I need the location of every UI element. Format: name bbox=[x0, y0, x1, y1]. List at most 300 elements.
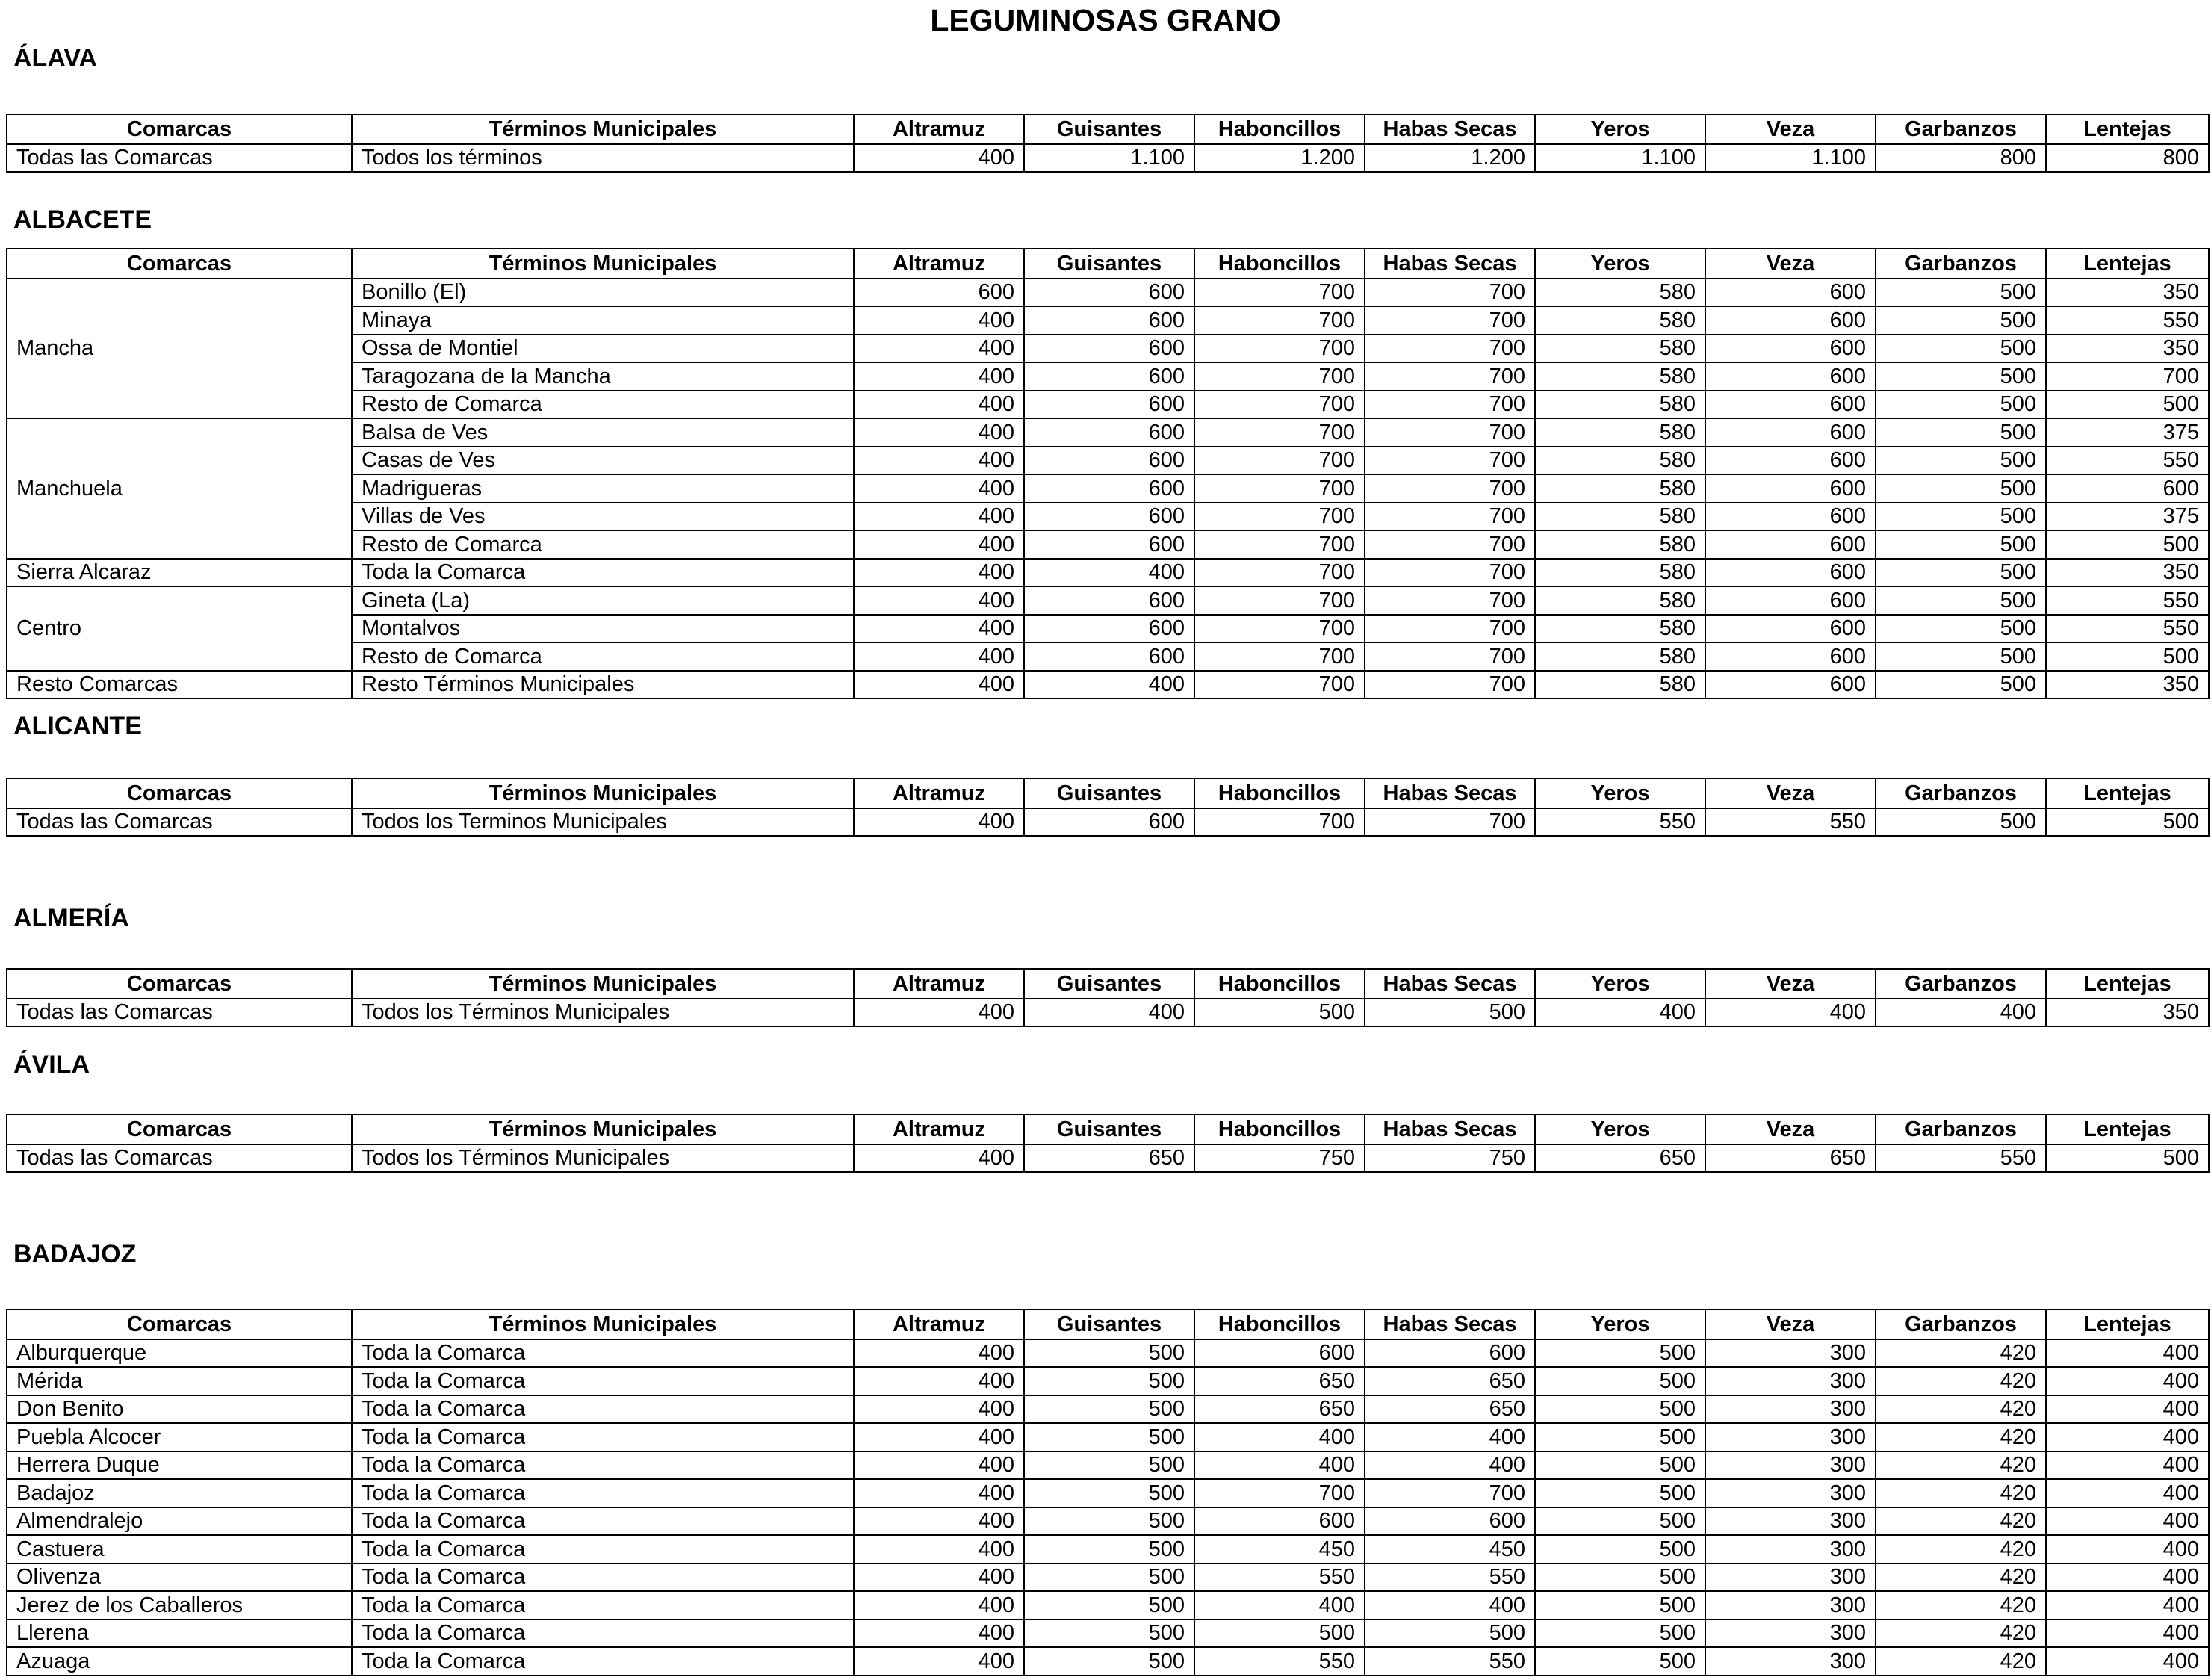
value-cell-habas-secas: 700 bbox=[1365, 447, 1535, 475]
termino-cell: Toda la Comarca bbox=[352, 1647, 854, 1676]
column-header-yeros: Yeros bbox=[1535, 778, 1705, 808]
column-header-altramuz: Altramuz bbox=[854, 1309, 1024, 1339]
column-header-veza: Veza bbox=[1705, 114, 1876, 144]
termino-cell: Toda la Comarca bbox=[352, 1563, 854, 1592]
value-cell-altramuz: 600 bbox=[854, 279, 1024, 307]
value-cell-yeros: 580 bbox=[1535, 586, 1705, 615]
value-cell-habas-secas: 550 bbox=[1365, 1647, 1535, 1676]
value-cell-haboncillos: 700 bbox=[1194, 391, 1365, 419]
table-albacete bbox=[6, 248, 2210, 699]
column-header-haboncillos: Haboncillos bbox=[1194, 249, 1365, 279]
value-cell-habas-secas: 550 bbox=[1365, 1563, 1535, 1592]
value-cell-altramuz: 400 bbox=[854, 1144, 1024, 1173]
termino-cell: Toda la Comarca bbox=[352, 1339, 854, 1368]
column-header-veza: Veza bbox=[1705, 1115, 1876, 1144]
column-header-haboncillos: Haboncillos bbox=[1194, 1115, 1365, 1144]
comarca-cell: Azuaga bbox=[7, 1647, 352, 1676]
province-heading-alicante: ALICANTE bbox=[13, 712, 142, 740]
value-cell-garbanzos: 500 bbox=[1876, 306, 2046, 335]
value-cell-lentejas: 400 bbox=[2046, 1647, 2209, 1676]
value-cell-guisantes: 500 bbox=[1024, 1339, 1194, 1368]
value-cell-garbanzos: 500 bbox=[1876, 671, 2046, 699]
value-cell-habas-secas: 650 bbox=[1365, 1367, 1535, 1395]
termino-cell: Todos los Terminos Municipales bbox=[352, 808, 854, 837]
termino-cell: Toda la Comarca bbox=[352, 559, 854, 587]
value-cell-lentejas: 500 bbox=[2046, 808, 2209, 837]
termino-cell: Resto Términos Municipales bbox=[352, 671, 854, 699]
value-cell-altramuz: 400 bbox=[854, 530, 1024, 559]
column-header-altramuz: Altramuz bbox=[854, 114, 1024, 144]
column-header-lentejas: Lentejas bbox=[2046, 778, 2209, 808]
column-header-yeros: Yeros bbox=[1535, 249, 1705, 279]
termino-cell: Resto de Comarca bbox=[352, 391, 854, 419]
value-cell-veza: 600 bbox=[1705, 279, 1876, 307]
value-cell-guisantes: 600 bbox=[1024, 279, 1194, 307]
termino-cell: Ossa de Montiel bbox=[352, 335, 854, 363]
table-badajoz bbox=[6, 1309, 2210, 1676]
comarca-cell: Mérida bbox=[7, 1367, 352, 1395]
value-cell-habas-secas: 400 bbox=[1365, 1591, 1535, 1619]
value-cell-veza: 300 bbox=[1705, 1423, 1876, 1451]
value-cell-haboncillos: 650 bbox=[1194, 1367, 1365, 1395]
value-cell-garbanzos: 420 bbox=[1876, 1507, 2046, 1536]
value-cell-lentejas: 500 bbox=[2046, 1144, 2209, 1173]
value-cell-veza: 600 bbox=[1705, 530, 1876, 559]
table-row bbox=[7, 1647, 2209, 1676]
value-cell-yeros: 580 bbox=[1535, 530, 1705, 559]
column-header-veza: Veza bbox=[1705, 1309, 1876, 1339]
value-cell-garbanzos: 500 bbox=[1876, 642, 2046, 671]
value-cell-garbanzos: 420 bbox=[1876, 1563, 2046, 1592]
value-cell-veza: 300 bbox=[1705, 1619, 1876, 1648]
column-header-haboncillos: Haboncillos bbox=[1194, 969, 1365, 999]
column-header-habas-secas: Habas Secas bbox=[1365, 1115, 1535, 1144]
value-cell-haboncillos: 400 bbox=[1194, 1423, 1365, 1451]
value-cell-garbanzos: 500 bbox=[1876, 559, 2046, 587]
table-row bbox=[7, 1395, 2209, 1424]
value-cell-haboncillos: 700 bbox=[1194, 335, 1365, 363]
value-cell-haboncillos: 700 bbox=[1194, 559, 1365, 587]
value-cell-yeros: 500 bbox=[1535, 1647, 1705, 1676]
value-cell-guisantes: 600 bbox=[1024, 642, 1194, 671]
value-cell-veza: 600 bbox=[1705, 503, 1876, 531]
table-row bbox=[7, 1423, 2209, 1451]
table-row bbox=[7, 1591, 2209, 1619]
value-cell-lentejas: 400 bbox=[2046, 1591, 2209, 1619]
column-header-altramuz: Altramuz bbox=[854, 1115, 1024, 1144]
value-cell-habas-secas: 700 bbox=[1365, 306, 1535, 335]
value-cell-garbanzos: 500 bbox=[1876, 503, 2046, 531]
comarca-cell: Todas las Comarcas bbox=[7, 808, 352, 837]
value-cell-habas-secas: 500 bbox=[1365, 999, 1535, 1027]
column-header-guisantes: Guisantes bbox=[1024, 114, 1194, 144]
comarca-cell: Castuera bbox=[7, 1535, 352, 1563]
value-cell-veza: 600 bbox=[1705, 671, 1876, 699]
value-cell-garbanzos: 420 bbox=[1876, 1339, 2046, 1368]
value-cell-habas-secas: 400 bbox=[1365, 1451, 1535, 1480]
termino-cell: Balsa de Ves bbox=[352, 418, 854, 447]
table-row bbox=[7, 999, 2209, 1027]
value-cell-lentejas: 550 bbox=[2046, 615, 2209, 643]
value-cell-habas-secas: 700 bbox=[1365, 474, 1535, 503]
value-cell-guisantes: 600 bbox=[1024, 362, 1194, 391]
value-cell-yeros: 580 bbox=[1535, 391, 1705, 419]
value-cell-garbanzos: 500 bbox=[1876, 335, 2046, 363]
comarca-cell: Puebla Alcocer bbox=[7, 1423, 352, 1451]
value-cell-lentejas: 350 bbox=[2046, 671, 2209, 699]
province-heading-badajoz: BADAJOZ bbox=[13, 1240, 137, 1268]
value-cell-yeros: 650 bbox=[1535, 1144, 1705, 1173]
value-cell-haboncillos: 550 bbox=[1194, 1647, 1365, 1676]
value-cell-garbanzos: 500 bbox=[1876, 279, 2046, 307]
value-cell-altramuz: 400 bbox=[854, 1479, 1024, 1507]
value-cell-altramuz: 400 bbox=[854, 586, 1024, 615]
value-cell-habas-secas: 1.200 bbox=[1365, 144, 1535, 173]
comarca-cell: Llerena bbox=[7, 1619, 352, 1648]
value-cell-haboncillos: 550 bbox=[1194, 1563, 1365, 1592]
value-cell-habas-secas: 700 bbox=[1365, 335, 1535, 363]
value-cell-habas-secas: 450 bbox=[1365, 1535, 1535, 1563]
value-cell-yeros: 580 bbox=[1535, 447, 1705, 475]
value-cell-garbanzos: 420 bbox=[1876, 1591, 2046, 1619]
comarca-cell: Alburquerque bbox=[7, 1339, 352, 1368]
value-cell-altramuz: 400 bbox=[854, 1367, 1024, 1395]
value-cell-lentejas: 400 bbox=[2046, 1451, 2209, 1480]
value-cell-veza: 600 bbox=[1705, 418, 1876, 447]
termino-cell: Resto de Comarca bbox=[352, 530, 854, 559]
column-header-terminos-municipales: Términos Municipales bbox=[352, 778, 854, 808]
value-cell-garbanzos: 420 bbox=[1876, 1479, 2046, 1507]
value-cell-lentejas: 350 bbox=[2046, 999, 2209, 1027]
column-header-terminos-municipales: Términos Municipales bbox=[352, 1309, 854, 1339]
column-header-veza: Veza bbox=[1705, 778, 1876, 808]
value-cell-lentejas: 550 bbox=[2046, 586, 2209, 615]
province-heading-almeria: ALMERÍA bbox=[13, 904, 129, 932]
value-cell-yeros: 500 bbox=[1535, 1423, 1705, 1451]
value-cell-guisantes: 600 bbox=[1024, 418, 1194, 447]
value-cell-yeros: 580 bbox=[1535, 362, 1705, 391]
table-row bbox=[7, 1451, 2209, 1480]
value-cell-haboncillos: 700 bbox=[1194, 530, 1365, 559]
table-row bbox=[7, 1535, 2209, 1563]
value-cell-altramuz: 400 bbox=[854, 1451, 1024, 1480]
table-row bbox=[7, 1144, 2209, 1173]
comarca-cell: Todas las Comarcas bbox=[7, 1144, 352, 1173]
column-header-lentejas: Lentejas bbox=[2046, 114, 2209, 144]
column-header-guisantes: Guisantes bbox=[1024, 1309, 1194, 1339]
value-cell-garbanzos: 500 bbox=[1876, 362, 2046, 391]
value-cell-garbanzos: 420 bbox=[1876, 1451, 2046, 1480]
value-cell-habas-secas: 700 bbox=[1365, 418, 1535, 447]
value-cell-guisantes: 600 bbox=[1024, 335, 1194, 363]
value-cell-guisantes: 500 bbox=[1024, 1619, 1194, 1648]
column-header-altramuz: Altramuz bbox=[854, 969, 1024, 999]
value-cell-veza: 600 bbox=[1705, 559, 1876, 587]
value-cell-haboncillos: 1.200 bbox=[1194, 144, 1365, 173]
value-cell-haboncillos: 700 bbox=[1194, 362, 1365, 391]
table-row bbox=[7, 559, 2209, 587]
value-cell-yeros: 580 bbox=[1535, 474, 1705, 503]
column-header-yeros: Yeros bbox=[1535, 1309, 1705, 1339]
value-cell-habas-secas: 700 bbox=[1365, 530, 1535, 559]
value-cell-guisantes: 600 bbox=[1024, 306, 1194, 335]
value-cell-altramuz: 400 bbox=[854, 559, 1024, 587]
column-header-terminos-municipales: Términos Municipales bbox=[352, 249, 854, 279]
value-cell-habas-secas: 700 bbox=[1365, 362, 1535, 391]
value-cell-habas-secas: 700 bbox=[1365, 503, 1535, 531]
value-cell-guisantes: 400 bbox=[1024, 671, 1194, 699]
value-cell-yeros: 500 bbox=[1535, 1367, 1705, 1395]
comarca-cell: Almendralejo bbox=[7, 1507, 352, 1536]
value-cell-lentejas: 375 bbox=[2046, 418, 2209, 447]
table-alava bbox=[6, 114, 2210, 173]
value-cell-lentejas: 400 bbox=[2046, 1479, 2209, 1507]
value-cell-haboncillos: 700 bbox=[1194, 279, 1365, 307]
value-cell-haboncillos: 650 bbox=[1194, 1395, 1365, 1424]
value-cell-haboncillos: 700 bbox=[1194, 642, 1365, 671]
value-cell-lentejas: 400 bbox=[2046, 1563, 2209, 1592]
value-cell-altramuz: 400 bbox=[854, 671, 1024, 699]
value-cell-altramuz: 400 bbox=[854, 642, 1024, 671]
value-cell-guisantes: 500 bbox=[1024, 1647, 1194, 1676]
column-header-guisantes: Guisantes bbox=[1024, 249, 1194, 279]
value-cell-guisantes: 500 bbox=[1024, 1423, 1194, 1451]
value-cell-yeros: 1.100 bbox=[1535, 144, 1705, 173]
value-cell-veza: 300 bbox=[1705, 1451, 1876, 1480]
value-cell-altramuz: 400 bbox=[854, 1563, 1024, 1592]
value-cell-veza: 550 bbox=[1705, 808, 1876, 837]
termino-cell: Madrigueras bbox=[352, 474, 854, 503]
termino-cell: Gineta (La) bbox=[352, 586, 854, 615]
value-cell-lentejas: 400 bbox=[2046, 1423, 2209, 1451]
value-cell-haboncillos: 750 bbox=[1194, 1144, 1365, 1173]
value-cell-garbanzos: 500 bbox=[1876, 418, 2046, 447]
value-cell-garbanzos: 500 bbox=[1876, 391, 2046, 419]
value-cell-garbanzos: 420 bbox=[1876, 1423, 2046, 1451]
header-row bbox=[7, 778, 2209, 808]
value-cell-veza: 600 bbox=[1705, 474, 1876, 503]
value-cell-yeros: 580 bbox=[1535, 642, 1705, 671]
value-cell-guisantes: 600 bbox=[1024, 586, 1194, 615]
column-header-comarcas: Comarcas bbox=[7, 1115, 352, 1144]
value-cell-garbanzos: 420 bbox=[1876, 1619, 2046, 1648]
value-cell-yeros: 500 bbox=[1535, 1563, 1705, 1592]
comarca-cell: Herrera Duque bbox=[7, 1451, 352, 1480]
value-cell-guisantes: 500 bbox=[1024, 1451, 1194, 1480]
value-cell-altramuz: 400 bbox=[854, 418, 1024, 447]
termino-cell: Villas de Ves bbox=[352, 503, 854, 531]
value-cell-haboncillos: 500 bbox=[1194, 1619, 1365, 1648]
value-cell-altramuz: 400 bbox=[854, 1591, 1024, 1619]
comarca-cell: Don Benito bbox=[7, 1395, 352, 1424]
value-cell-yeros: 500 bbox=[1535, 1619, 1705, 1648]
header-row bbox=[7, 1115, 2209, 1144]
termino-cell: Bonillo (El) bbox=[352, 279, 854, 307]
comarca-cell: Centro bbox=[7, 586, 352, 671]
value-cell-garbanzos: 500 bbox=[1876, 808, 2046, 837]
value-cell-garbanzos: 500 bbox=[1876, 530, 2046, 559]
column-header-guisantes: Guisantes bbox=[1024, 778, 1194, 808]
table-row bbox=[7, 808, 2209, 837]
value-cell-lentejas: 375 bbox=[2046, 503, 2209, 531]
value-cell-yeros: 580 bbox=[1535, 335, 1705, 363]
value-cell-lentejas: 400 bbox=[2046, 1367, 2209, 1395]
termino-cell: Todos los Términos Municipales bbox=[352, 999, 854, 1027]
value-cell-veza: 650 bbox=[1705, 1144, 1876, 1173]
value-cell-veza: 600 bbox=[1705, 362, 1876, 391]
termino-cell: Toda la Comarca bbox=[352, 1367, 854, 1395]
value-cell-garbanzos: 500 bbox=[1876, 447, 2046, 475]
termino-cell: Toda la Comarca bbox=[352, 1423, 854, 1451]
value-cell-lentejas: 350 bbox=[2046, 335, 2209, 363]
comarca-cell: Sierra Alcaraz bbox=[7, 559, 352, 587]
column-header-haboncillos: Haboncillos bbox=[1194, 114, 1365, 144]
column-header-comarcas: Comarcas bbox=[7, 1309, 352, 1339]
column-header-guisantes: Guisantes bbox=[1024, 969, 1194, 999]
comarca-cell: Todas las Comarcas bbox=[7, 144, 352, 173]
termino-cell: Toda la Comarca bbox=[352, 1479, 854, 1507]
value-cell-garbanzos: 420 bbox=[1876, 1647, 2046, 1676]
value-cell-garbanzos: 500 bbox=[1876, 615, 2046, 643]
value-cell-altramuz: 400 bbox=[854, 503, 1024, 531]
termino-cell: Toda la Comarca bbox=[352, 1535, 854, 1563]
value-cell-lentejas: 400 bbox=[2046, 1535, 2209, 1563]
column-header-veza: Veza bbox=[1705, 969, 1876, 999]
column-header-garbanzos: Garbanzos bbox=[1876, 114, 2046, 144]
value-cell-yeros: 500 bbox=[1535, 1535, 1705, 1563]
value-cell-guisantes: 1.100 bbox=[1024, 144, 1194, 173]
province-heading-alava: ÁLAVA bbox=[13, 44, 98, 72]
value-cell-veza: 600 bbox=[1705, 615, 1876, 643]
value-cell-habas-secas: 700 bbox=[1365, 671, 1535, 699]
value-cell-altramuz: 400 bbox=[854, 362, 1024, 391]
province-heading-avila: ÁVILA bbox=[13, 1050, 90, 1079]
value-cell-altramuz: 400 bbox=[854, 808, 1024, 837]
termino-cell: Toda la Comarca bbox=[352, 1395, 854, 1424]
value-cell-haboncillos: 450 bbox=[1194, 1535, 1365, 1563]
termino-cell: Todos los Términos Municipales bbox=[352, 1144, 854, 1173]
value-cell-haboncillos: 600 bbox=[1194, 1507, 1365, 1536]
value-cell-habas-secas: 700 bbox=[1365, 391, 1535, 419]
column-header-haboncillos: Haboncillos bbox=[1194, 1309, 1365, 1339]
value-cell-haboncillos: 700 bbox=[1194, 586, 1365, 615]
value-cell-guisantes: 500 bbox=[1024, 1507, 1194, 1536]
value-cell-veza: 300 bbox=[1705, 1367, 1876, 1395]
value-cell-altramuz: 400 bbox=[854, 474, 1024, 503]
value-cell-yeros: 580 bbox=[1535, 306, 1705, 335]
termino-cell: Taragozana de la Mancha bbox=[352, 362, 854, 391]
province-heading-albacete: ALBACETE bbox=[13, 205, 152, 234]
comarca-cell: Olivenza bbox=[7, 1563, 352, 1592]
column-header-habas-secas: Habas Secas bbox=[1365, 114, 1535, 144]
table-row bbox=[7, 1367, 2209, 1395]
header-row bbox=[7, 249, 2209, 279]
value-cell-lentejas: 400 bbox=[2046, 1339, 2209, 1368]
value-cell-yeros: 580 bbox=[1535, 615, 1705, 643]
value-cell-veza: 1.100 bbox=[1705, 144, 1876, 173]
value-cell-haboncillos: 400 bbox=[1194, 1451, 1365, 1480]
value-cell-habas-secas: 700 bbox=[1365, 642, 1535, 671]
column-header-garbanzos: Garbanzos bbox=[1876, 1115, 2046, 1144]
value-cell-guisantes: 650 bbox=[1024, 1144, 1194, 1173]
column-header-garbanzos: Garbanzos bbox=[1876, 778, 2046, 808]
termino-cell: Montalvos bbox=[352, 615, 854, 643]
table-row bbox=[7, 1507, 2209, 1536]
value-cell-guisantes: 500 bbox=[1024, 1479, 1194, 1507]
value-cell-veza: 600 bbox=[1705, 586, 1876, 615]
column-header-yeros: Yeros bbox=[1535, 114, 1705, 144]
termino-cell: Resto de Comarca bbox=[352, 642, 854, 671]
value-cell-haboncillos: 600 bbox=[1194, 1339, 1365, 1368]
value-cell-guisantes: 500 bbox=[1024, 1395, 1194, 1424]
value-cell-lentejas: 350 bbox=[2046, 279, 2209, 307]
value-cell-lentejas: 400 bbox=[2046, 1619, 2209, 1648]
value-cell-lentejas: 800 bbox=[2046, 144, 2209, 173]
value-cell-habas-secas: 600 bbox=[1365, 1339, 1535, 1368]
value-cell-lentejas: 550 bbox=[2046, 447, 2209, 475]
value-cell-guisantes: 600 bbox=[1024, 391, 1194, 419]
column-header-garbanzos: Garbanzos bbox=[1876, 249, 2046, 279]
column-header-lentejas: Lentejas bbox=[2046, 1309, 2209, 1339]
column-header-haboncillos: Haboncillos bbox=[1194, 778, 1365, 808]
value-cell-lentejas: 500 bbox=[2046, 530, 2209, 559]
value-cell-yeros: 500 bbox=[1535, 1507, 1705, 1536]
value-cell-altramuz: 400 bbox=[854, 1535, 1024, 1563]
value-cell-guisantes: 600 bbox=[1024, 808, 1194, 837]
column-header-comarcas: Comarcas bbox=[7, 969, 352, 999]
termino-cell: Toda la Comarca bbox=[352, 1591, 854, 1619]
comarca-cell: Manchuela bbox=[7, 418, 352, 559]
value-cell-haboncillos: 700 bbox=[1194, 418, 1365, 447]
value-cell-garbanzos: 420 bbox=[1876, 1535, 2046, 1563]
value-cell-haboncillos: 700 bbox=[1194, 1479, 1365, 1507]
value-cell-yeros: 500 bbox=[1535, 1479, 1705, 1507]
value-cell-haboncillos: 700 bbox=[1194, 808, 1365, 837]
table-row bbox=[7, 418, 2209, 447]
value-cell-habas-secas: 650 bbox=[1365, 1395, 1535, 1424]
value-cell-lentejas: 400 bbox=[2046, 1395, 2209, 1424]
value-cell-yeros: 500 bbox=[1535, 1451, 1705, 1480]
column-header-garbanzos: Garbanzos bbox=[1876, 1309, 2046, 1339]
value-cell-haboncillos: 700 bbox=[1194, 503, 1365, 531]
value-cell-veza: 300 bbox=[1705, 1647, 1876, 1676]
value-cell-haboncillos: 400 bbox=[1194, 1591, 1365, 1619]
value-cell-yeros: 550 bbox=[1535, 808, 1705, 837]
value-cell-altramuz: 400 bbox=[854, 1395, 1024, 1424]
column-header-lentejas: Lentejas bbox=[2046, 249, 2209, 279]
value-cell-garbanzos: 800 bbox=[1876, 144, 2046, 173]
value-cell-lentejas: 500 bbox=[2046, 391, 2209, 419]
column-header-altramuz: Altramuz bbox=[854, 778, 1024, 808]
value-cell-yeros: 580 bbox=[1535, 671, 1705, 699]
value-cell-veza: 300 bbox=[1705, 1507, 1876, 1536]
value-cell-veza: 400 bbox=[1705, 999, 1876, 1027]
value-cell-lentejas: 600 bbox=[2046, 474, 2209, 503]
value-cell-guisantes: 600 bbox=[1024, 447, 1194, 475]
comarca-cell: Mancha bbox=[7, 279, 352, 419]
value-cell-yeros: 580 bbox=[1535, 559, 1705, 587]
column-header-lentejas: Lentejas bbox=[2046, 1115, 2209, 1144]
value-cell-altramuz: 400 bbox=[854, 447, 1024, 475]
column-header-garbanzos: Garbanzos bbox=[1876, 969, 2046, 999]
value-cell-habas-secas: 700 bbox=[1365, 615, 1535, 643]
value-cell-garbanzos: 420 bbox=[1876, 1395, 2046, 1424]
value-cell-habas-secas: 700 bbox=[1365, 586, 1535, 615]
value-cell-altramuz: 400 bbox=[854, 1423, 1024, 1451]
value-cell-veza: 600 bbox=[1705, 306, 1876, 335]
value-cell-guisantes: 500 bbox=[1024, 1367, 1194, 1395]
value-cell-garbanzos: 500 bbox=[1876, 474, 2046, 503]
